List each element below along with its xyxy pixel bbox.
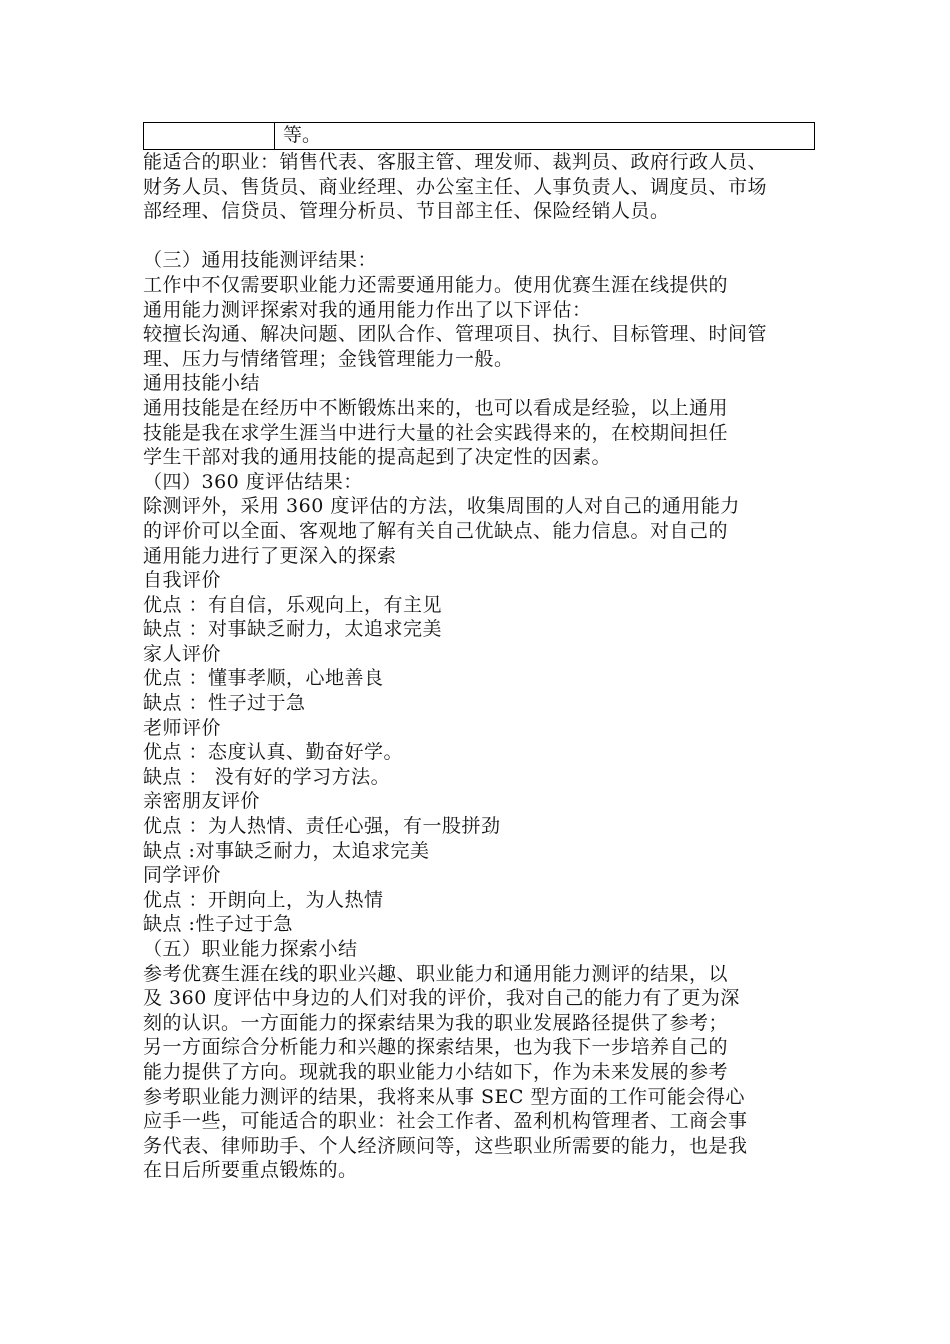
text-line: 优点 ：懂事孝顺，心地善良: [143, 667, 384, 690]
text-line: 同学评价: [143, 864, 222, 887]
text-line: 刻的认识。一方面能力的探索结果为我的职业发展路径提供了参考；: [143, 1011, 729, 1034]
text-line: 参考职业能力测评的结果，我将来从事 SEC 型方面的工作可能会得心: [143, 1085, 746, 1108]
body-text: [143, 150, 815, 1183]
text-line: 优点 ：开朗向上，为人热情: [143, 888, 384, 911]
text-line: 技能是我在求学生涯当中进行大量的社会实践得来的，在校期间担任: [143, 421, 729, 444]
text-line: 老师评价: [143, 716, 222, 739]
text-line: 缺点 ：对事缺乏耐力，太追求完美: [143, 618, 443, 641]
table-cell-left: [144, 123, 275, 150]
text-line: 另一方面综合分析能力和兴趣的探索结果，也为我下一步培养自己的: [143, 1036, 729, 1059]
document-page: [143, 122, 815, 1183]
text-line: 通用能力进行了更深入的探索: [143, 544, 397, 567]
text-line: 务代表、律师助手、个人经济顾问等，这些职业所需要的能力，也是我: [143, 1134, 748, 1157]
blank-line: [143, 224, 815, 249]
text-line: 通用能力测评探索对我的通用能力作出了以下评估：: [143, 298, 592, 321]
text-line: 亲密朋友评价: [143, 790, 261, 813]
text-line: 缺点 :对事缺乏耐力，太追求完美: [143, 839, 430, 862]
text-line: 优点 ：有自信，乐观向上，有主见: [143, 593, 443, 616]
text-line: 缺点 ： 没有好的学习方法。: [143, 765, 391, 788]
table-cell-right: 等。: [275, 123, 815, 150]
continuation-table: [143, 122, 815, 150]
text-line: （三）通用技能测评结果：: [143, 249, 378, 272]
text-line: 理、压力与情绪管理；金钱管理能力一般。: [143, 347, 514, 370]
text-line: 的评价可以全面、客观地了解有关自己优缺点、能力信息。对自己的: [143, 519, 729, 542]
text-line: （四）360 度评估结果：: [143, 470, 363, 493]
text-line: 在日后所要重点锻炼的。: [143, 1159, 358, 1182]
text-line: 通用技能是在经历中不断锻炼出来的，也可以看成是经验，以上通用: [143, 396, 729, 419]
text-line: 能力提供了方向。现就我的职业能力小结如下，作为未来发展的参考: [143, 1060, 729, 1083]
text-line: 自我评价: [143, 569, 222, 592]
text-line: 家人评价: [143, 642, 222, 665]
text-line: 学生干部对我的通用技能的提高起到了决定性的因素。: [143, 446, 612, 469]
text-line: 参考优赛生涯在线的职业兴趣、职业能力和通用能力测评的结果，以: [143, 962, 729, 985]
text-line: 通用技能小结: [143, 372, 261, 395]
text-line: 及 360 度评估中身边的人们对我的评价，我对自己的能力有了更为深: [143, 987, 740, 1010]
text-line: 较擅长沟通、解决问题、团队合作、管理项目、执行、目标管理、时间管: [143, 323, 768, 346]
text-line: 除测评外，采用 360 度评估的方法，收集周围的人对自己的通用能力: [143, 495, 740, 518]
text-line: 工作中不仅需要职业能力还需要通用能力。使用优赛生涯在线提供的: [143, 273, 729, 296]
text-line: 能适合的职业：销售代表、客服主管、理发师、裁判员、政府行政人员、: [143, 151, 768, 173]
table-row: [144, 123, 815, 150]
text-line: 部经理、信贷员、管理分析员、节目部主任、保险经销人员。: [143, 200, 670, 223]
text-line: 应手一些，可能适合的职业：社会工作者、盈利机构管理者、工商会事: [143, 1110, 748, 1133]
text-line: 缺点 ：性子过于急: [143, 692, 306, 715]
text-line: 优点 ：态度认真、勤奋好学。: [143, 741, 404, 764]
text-line: （五）职业能力探索小结: [143, 938, 358, 960]
text-line: 优点 ：为人热情、责任心强，有一股拼劲: [143, 815, 501, 838]
text-line: 缺点 :性子过于急: [143, 913, 293, 936]
text-line: 财务人员、售货员、商业经理、办公室主任、人事负责人、调度员、市场: [143, 175, 768, 198]
